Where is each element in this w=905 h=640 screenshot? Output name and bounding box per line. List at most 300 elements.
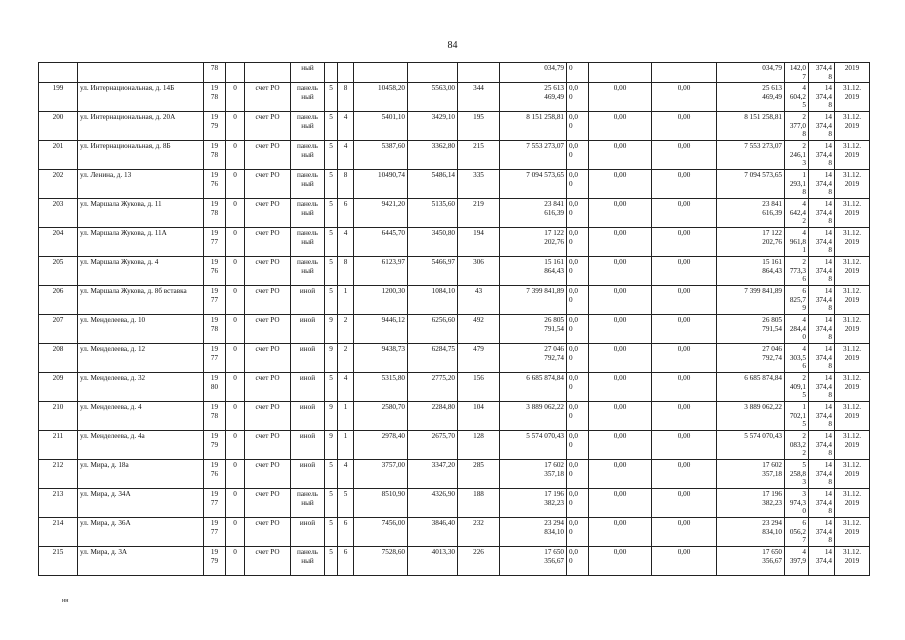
table-row bbox=[39, 373, 870, 402]
cell-f3: 0,00 bbox=[652, 460, 717, 489]
cell-limit: 374,4 8 bbox=[809, 63, 835, 83]
cell-cost: 23 294 834,10 bbox=[500, 518, 567, 547]
cell-residents: 195 bbox=[458, 112, 500, 141]
cell-f2: 0,00 bbox=[589, 257, 652, 286]
cell-f3: 0,00 bbox=[652, 518, 717, 547]
cell-wall: иной bbox=[291, 286, 325, 315]
cell-address: ул. Менделеева, д. 32 bbox=[78, 373, 204, 402]
cell-floors-under: 0 bbox=[226, 286, 245, 315]
cell-f2: 0,00 bbox=[589, 228, 652, 257]
cell-floors: 9 bbox=[325, 315, 338, 344]
cell-floors-under: 0 bbox=[226, 373, 245, 402]
cell-address: ул. Маршала Жукова, д. 11 bbox=[78, 199, 204, 228]
cell-per-sqm: 2 409,1 5 bbox=[785, 373, 809, 402]
cell-f1: 0,0 0 bbox=[567, 83, 589, 112]
table-row bbox=[39, 431, 870, 460]
cell-entrances: 5 bbox=[338, 489, 354, 518]
cell-per-sqm: 2 377,0 8 bbox=[785, 112, 809, 141]
cell-f2: 0,00 bbox=[589, 518, 652, 547]
cell-floors: 5 bbox=[325, 257, 338, 286]
cell-year: 19 79 bbox=[204, 112, 226, 141]
cell-floors-under: 0 bbox=[226, 489, 245, 518]
cell-floors: 9 bbox=[325, 402, 338, 431]
cell-total: 17 122 202,76 bbox=[717, 228, 785, 257]
cell-wall: панель ный bbox=[291, 83, 325, 112]
cell-area-living bbox=[408, 63, 458, 83]
cell-no: 202 bbox=[39, 170, 78, 199]
cell-date: 31.12. 2019 bbox=[835, 547, 870, 576]
cell-fund: счет РО bbox=[245, 199, 291, 228]
cell-total: 3 889 062,22 bbox=[717, 402, 785, 431]
cell-limit: 14 374,4 8 bbox=[809, 170, 835, 199]
cell-floors-under: 0 bbox=[226, 257, 245, 286]
cell-entrances: 2 bbox=[338, 344, 354, 373]
cell-address: ул. Маршала Жукова, д. 11А bbox=[78, 228, 204, 257]
cell-total: 7 553 273,07 bbox=[717, 141, 785, 170]
cell-wall: иной bbox=[291, 431, 325, 460]
cell-area-living: 2284,80 bbox=[408, 402, 458, 431]
cell-f1: 0,0 0 bbox=[567, 286, 589, 315]
cell-total: 17 196 382,23 bbox=[717, 489, 785, 518]
cell-f2: 0,00 bbox=[589, 460, 652, 489]
cell-year: 19 78 bbox=[204, 83, 226, 112]
cell-wall: иной bbox=[291, 373, 325, 402]
cell-area-living: 6256,60 bbox=[408, 315, 458, 344]
cell-total: 034,79 bbox=[717, 63, 785, 83]
cell-area-total: 1200,30 bbox=[354, 286, 408, 315]
cell-area-living: 2675,70 bbox=[408, 431, 458, 460]
cell-fund: счет РО bbox=[245, 170, 291, 199]
cell-address: ул. Менделеева, д. 10 bbox=[78, 315, 204, 344]
cell-area-total bbox=[354, 63, 408, 83]
cell-floors-under: 0 bbox=[226, 402, 245, 431]
cell-per-sqm: 6 056,2 7 bbox=[785, 518, 809, 547]
cell-per-sqm: 2 083,2 2 bbox=[785, 431, 809, 460]
cell-f2: 0,00 bbox=[589, 344, 652, 373]
cell-area-living: 3362,80 bbox=[408, 141, 458, 170]
cell-floors: 5 bbox=[325, 373, 338, 402]
cell-fund: счет РО bbox=[245, 489, 291, 518]
cell-date: 31.12. 2019 bbox=[835, 228, 870, 257]
cell-per-sqm: 142,0 7 bbox=[785, 63, 809, 83]
cell-floors: 5 bbox=[325, 199, 338, 228]
cell-no: 208 bbox=[39, 344, 78, 373]
cell-f3: 0,00 bbox=[652, 489, 717, 518]
cell-cost: 6 685 874,84 bbox=[500, 373, 567, 402]
cell-entrances: 4 bbox=[338, 373, 354, 402]
cell-floors-under: 0 bbox=[226, 170, 245, 199]
cell-date: 31.12. 2019 bbox=[835, 344, 870, 373]
cell-area-total: 6123,97 bbox=[354, 257, 408, 286]
cell-date: 31.12. 2019 bbox=[835, 373, 870, 402]
cell-f3: 0,00 bbox=[652, 112, 717, 141]
cell-entrances: 4 bbox=[338, 228, 354, 257]
footer-note: нн bbox=[62, 598, 69, 604]
cell-f3: 0,00 bbox=[652, 199, 717, 228]
cell-total: 26 805 791,54 bbox=[717, 315, 785, 344]
cell-f3: 0,00 bbox=[652, 257, 717, 286]
cell-floors: 5 bbox=[325, 112, 338, 141]
cell-total: 8 151 258,81 bbox=[717, 112, 785, 141]
cell-per-sqm: 4 604,2 5 bbox=[785, 83, 809, 112]
cell-entrances: 8 bbox=[338, 170, 354, 199]
cell-per-sqm: 2 246,1 3 bbox=[785, 141, 809, 170]
cell-area-total: 7528,60 bbox=[354, 547, 408, 576]
cell-per-sqm: 4 642,4 2 bbox=[785, 199, 809, 228]
cell-area-total: 9421,20 bbox=[354, 199, 408, 228]
cell-f1: 0,0 0 bbox=[567, 518, 589, 547]
cell-f2: 0,00 bbox=[589, 170, 652, 199]
cell-year: 19 77 bbox=[204, 344, 226, 373]
cell-f1: 0,0 0 bbox=[567, 460, 589, 489]
cell-no: 214 bbox=[39, 518, 78, 547]
table-row bbox=[39, 489, 870, 518]
cell-f1: 0,0 0 bbox=[567, 112, 589, 141]
cell-per-sqm: 4 961,8 1 bbox=[785, 228, 809, 257]
cell-fund: счет РО bbox=[245, 112, 291, 141]
cell-f1: 0,0 0 bbox=[567, 199, 589, 228]
cell-floors: 5 bbox=[325, 518, 338, 547]
cell-residents: 43 bbox=[458, 286, 500, 315]
cell-residents: 285 bbox=[458, 460, 500, 489]
cell-area-total: 2978,40 bbox=[354, 431, 408, 460]
cell-f2: 0,00 bbox=[589, 141, 652, 170]
cell-area-living: 5486,14 bbox=[408, 170, 458, 199]
cell-no: 210 bbox=[39, 402, 78, 431]
cell-date: 31.12. 2019 bbox=[835, 112, 870, 141]
table-row bbox=[39, 228, 870, 257]
cell-date: 31.12. 2019 bbox=[835, 83, 870, 112]
cell-area-living: 3347,20 bbox=[408, 460, 458, 489]
cell-floors-under: 0 bbox=[226, 518, 245, 547]
cell-date: 31.12. 2019 bbox=[835, 257, 870, 286]
cell-date: 31.12. 2019 bbox=[835, 170, 870, 199]
cell-year: 19 77 bbox=[204, 228, 226, 257]
cell-entrances: 4 bbox=[338, 460, 354, 489]
cell-f2: 0,00 bbox=[589, 402, 652, 431]
cell-area-living: 5135,60 bbox=[408, 199, 458, 228]
cell-cost: 15 161 864,43 bbox=[500, 257, 567, 286]
cell-f2: 0,00 bbox=[589, 547, 652, 576]
cell-no: 215 bbox=[39, 547, 78, 576]
cell-date: 31.12. 2019 bbox=[835, 489, 870, 518]
cell-f3: 0,00 bbox=[652, 170, 717, 199]
cell-floors-under: 0 bbox=[226, 431, 245, 460]
cell-fund: счет РО bbox=[245, 344, 291, 373]
cell-no: 204 bbox=[39, 228, 78, 257]
cell-no: 206 bbox=[39, 286, 78, 315]
cell-area-total: 9446,12 bbox=[354, 315, 408, 344]
table-row bbox=[39, 286, 870, 315]
cell-f1: 0 bbox=[567, 63, 589, 83]
cell-residents: 232 bbox=[458, 518, 500, 547]
cell-fund: счет РО bbox=[245, 373, 291, 402]
cell-cost: 27 046 792,74 bbox=[500, 344, 567, 373]
cell-date: 2019 bbox=[835, 63, 870, 83]
cell-address: ул. Маршала Жукова, д. 8б вставка bbox=[78, 286, 204, 315]
cell-year: 19 79 bbox=[204, 431, 226, 460]
cell-floors: 5 bbox=[325, 228, 338, 257]
cell-fund: счет РО bbox=[245, 315, 291, 344]
cell-year: 19 78 bbox=[204, 199, 226, 228]
cell-f3: 0,00 bbox=[652, 431, 717, 460]
page-number: 84 bbox=[447, 40, 458, 51]
cell-no: 212 bbox=[39, 460, 78, 489]
cell-f2 bbox=[589, 63, 652, 83]
cell-limit: 14 374,4 bbox=[809, 547, 835, 576]
cell-f3: 0,00 bbox=[652, 402, 717, 431]
cell-cost: 8 151 258,81 bbox=[500, 112, 567, 141]
cell-no: 209 bbox=[39, 373, 78, 402]
cell-address: ул. Интернациональная, д. 20А bbox=[78, 112, 204, 141]
cell-entrances: 1 bbox=[338, 286, 354, 315]
cell-f1: 0,0 0 bbox=[567, 431, 589, 460]
cell-wall: панель ный bbox=[291, 547, 325, 576]
cell-area-living: 5466,97 bbox=[408, 257, 458, 286]
cell-f3: 0,00 bbox=[652, 83, 717, 112]
cell-date: 31.12. 2019 bbox=[835, 402, 870, 431]
cell-fund bbox=[245, 63, 291, 83]
table-row bbox=[39, 402, 870, 431]
cell-wall: ный bbox=[291, 63, 325, 83]
cell-f1: 0,0 0 bbox=[567, 489, 589, 518]
cell-fund: счет РО bbox=[245, 547, 291, 576]
cell-area-total: 10458,20 bbox=[354, 83, 408, 112]
cell-no bbox=[39, 63, 78, 83]
cell-limit: 14 374,4 8 bbox=[809, 518, 835, 547]
cell-entrances: 4 bbox=[338, 141, 354, 170]
cell-area-living: 4326,90 bbox=[408, 489, 458, 518]
cell-floors-under: 0 bbox=[226, 547, 245, 576]
cell-no: 207 bbox=[39, 315, 78, 344]
cell-year: 19 77 bbox=[204, 518, 226, 547]
cell-f1: 0,0 0 bbox=[567, 402, 589, 431]
cell-f2: 0,00 bbox=[589, 489, 652, 518]
cell-address: ул. Мира, д. 3А bbox=[78, 547, 204, 576]
cell-address: ул. Интернациональная, д. 8Б bbox=[78, 141, 204, 170]
cell-cost: 17 122 202,76 bbox=[500, 228, 567, 257]
cell-fund: счет РО bbox=[245, 518, 291, 547]
cell-wall: панель ный bbox=[291, 257, 325, 286]
cell-date: 31.12. 2019 bbox=[835, 286, 870, 315]
cell-per-sqm: 5 258,8 3 bbox=[785, 460, 809, 489]
cell-residents: 479 bbox=[458, 344, 500, 373]
cell-year: 19 79 bbox=[204, 547, 226, 576]
cell-limit: 14 374,4 8 bbox=[809, 112, 835, 141]
cell-wall: иной bbox=[291, 344, 325, 373]
cell-no: 200 bbox=[39, 112, 78, 141]
cell-wall: иной bbox=[291, 518, 325, 547]
cell-f2: 0,00 bbox=[589, 373, 652, 402]
cell-cost: 034,79 bbox=[500, 63, 567, 83]
cell-entrances: 6 bbox=[338, 199, 354, 228]
cell-residents: 128 bbox=[458, 431, 500, 460]
cell-cost: 17 602 357,18 bbox=[500, 460, 567, 489]
cell-residents: 335 bbox=[458, 170, 500, 199]
table-row bbox=[39, 344, 870, 373]
cell-year: 19 78 bbox=[204, 141, 226, 170]
cell-address: ул. Маршала Жукова, д. 4 bbox=[78, 257, 204, 286]
cell-no: 201 bbox=[39, 141, 78, 170]
cell-date: 31.12. 2019 bbox=[835, 315, 870, 344]
cell-date: 31.12. 2019 bbox=[835, 199, 870, 228]
table-row bbox=[39, 518, 870, 547]
cell-f3: 0,00 bbox=[652, 344, 717, 373]
cell-date: 31.12. 2019 bbox=[835, 141, 870, 170]
cell-per-sqm: 6 825,7 9 bbox=[785, 286, 809, 315]
cell-limit: 14 374,4 8 bbox=[809, 344, 835, 373]
cell-total: 17 650 356,67 bbox=[717, 547, 785, 576]
cell-per-sqm: 4 397,9 bbox=[785, 547, 809, 576]
cell-area-living: 5563,00 bbox=[408, 83, 458, 112]
cell-floors: 5 bbox=[325, 286, 338, 315]
cell-per-sqm: 3 974,3 0 bbox=[785, 489, 809, 518]
cell-residents: 188 bbox=[458, 489, 500, 518]
cell-f1: 0,0 0 bbox=[567, 257, 589, 286]
table-row bbox=[39, 141, 870, 170]
cell-floors: 5 bbox=[325, 170, 338, 199]
housing-register-table bbox=[38, 62, 870, 576]
cell-total: 6 685 874,84 bbox=[717, 373, 785, 402]
cell-f2: 0,00 bbox=[589, 83, 652, 112]
cell-f3: 0,00 bbox=[652, 315, 717, 344]
table-row bbox=[39, 547, 870, 576]
cell-area-total: 6445,70 bbox=[354, 228, 408, 257]
cell-total: 27 046 792,74 bbox=[717, 344, 785, 373]
cell-year: 19 77 bbox=[204, 489, 226, 518]
cell-no: 199 bbox=[39, 83, 78, 112]
cell-area-total: 5401,10 bbox=[354, 112, 408, 141]
cell-f3: 0,00 bbox=[652, 228, 717, 257]
cell-entrances: 8 bbox=[338, 257, 354, 286]
cell-cost: 23 841 616,39 bbox=[500, 199, 567, 228]
cell-per-sqm: 2 773,3 6 bbox=[785, 257, 809, 286]
cell-fund: счет РО bbox=[245, 431, 291, 460]
cell-year: 19 78 bbox=[204, 315, 226, 344]
cell-entrances: 1 bbox=[338, 402, 354, 431]
cell-fund: счет РО bbox=[245, 83, 291, 112]
cell-residents: 219 bbox=[458, 199, 500, 228]
cell-residents: 156 bbox=[458, 373, 500, 402]
cell-f2: 0,00 bbox=[589, 431, 652, 460]
table-row bbox=[39, 83, 870, 112]
cell-area-living: 3429,10 bbox=[408, 112, 458, 141]
cell-address bbox=[78, 63, 204, 83]
cell-cost: 7 094 573,65 bbox=[500, 170, 567, 199]
cell-floors-under: 0 bbox=[226, 344, 245, 373]
cell-area-total: 5387,60 bbox=[354, 141, 408, 170]
cell-area-living: 4013,30 bbox=[408, 547, 458, 576]
cell-residents: 104 bbox=[458, 402, 500, 431]
cell-f1: 0,0 0 bbox=[567, 547, 589, 576]
cell-year: 19 77 bbox=[204, 286, 226, 315]
cell-total: 23 294 834,10 bbox=[717, 518, 785, 547]
cell-no: 213 bbox=[39, 489, 78, 518]
cell-f1: 0,0 0 bbox=[567, 344, 589, 373]
cell-floors: 5 bbox=[325, 83, 338, 112]
cell-floors-under: 0 bbox=[226, 112, 245, 141]
cell-entrances: 4 bbox=[338, 112, 354, 141]
cell-total: 7 399 841,89 bbox=[717, 286, 785, 315]
cell-per-sqm: 4 303,5 6 bbox=[785, 344, 809, 373]
cell-floors: 9 bbox=[325, 344, 338, 373]
cell-area-living: 6284,75 bbox=[408, 344, 458, 373]
cell-fund: счет РО bbox=[245, 460, 291, 489]
cell-date: 31.12. 2019 bbox=[835, 460, 870, 489]
cell-floors-under bbox=[226, 63, 245, 83]
cell-limit: 14 374,4 8 bbox=[809, 431, 835, 460]
cell-area-living: 2775,20 bbox=[408, 373, 458, 402]
cell-f3: 0,00 bbox=[652, 373, 717, 402]
cell-wall: панель ный bbox=[291, 141, 325, 170]
cell-f1: 0,0 0 bbox=[567, 141, 589, 170]
cell-residents: 215 bbox=[458, 141, 500, 170]
cell-limit: 14 374,4 8 bbox=[809, 315, 835, 344]
cell-floors-under: 0 bbox=[226, 199, 245, 228]
cell-entrances: 2 bbox=[338, 315, 354, 344]
table-row bbox=[39, 257, 870, 286]
cell-f1: 0,0 0 bbox=[567, 373, 589, 402]
table-row bbox=[39, 112, 870, 141]
cell-year: 19 76 bbox=[204, 460, 226, 489]
cell-area-living: 3450,80 bbox=[408, 228, 458, 257]
cell-f2: 0,00 bbox=[589, 315, 652, 344]
cell-fund: счет РО bbox=[245, 257, 291, 286]
cell-year: 19 80 bbox=[204, 373, 226, 402]
cell-wall: панель ный bbox=[291, 199, 325, 228]
cell-entrances: 1 bbox=[338, 431, 354, 460]
cell-f3: 0,00 bbox=[652, 286, 717, 315]
cell-address: ул. Менделеева, д. 4 bbox=[78, 402, 204, 431]
cell-floors-under: 0 bbox=[226, 83, 245, 112]
cell-f2: 0,00 bbox=[589, 199, 652, 228]
cell-area-living: 1084,10 bbox=[408, 286, 458, 315]
cell-area-total: 9438,73 bbox=[354, 344, 408, 373]
cell-year: 78 bbox=[204, 63, 226, 83]
cell-floors-under: 0 bbox=[226, 460, 245, 489]
cell-f1: 0,0 0 bbox=[567, 228, 589, 257]
cell-total: 23 841 616,39 bbox=[717, 199, 785, 228]
cell-no: 203 bbox=[39, 199, 78, 228]
cell-no: 211 bbox=[39, 431, 78, 460]
cell-address: ул. Мира, д. 36А bbox=[78, 518, 204, 547]
cell-date: 31.12. 2019 bbox=[835, 518, 870, 547]
cell-residents: 344 bbox=[458, 83, 500, 112]
cell-wall: иной bbox=[291, 402, 325, 431]
cell-residents: 226 bbox=[458, 547, 500, 576]
cell-address: ул. Менделеева, д. 4а bbox=[78, 431, 204, 460]
cell-entrances bbox=[338, 63, 354, 83]
cell-floors: 5 bbox=[325, 489, 338, 518]
cell-entrances: 6 bbox=[338, 518, 354, 547]
cell-cost: 26 805 791,54 bbox=[500, 315, 567, 344]
cell-area-total: 7456,00 bbox=[354, 518, 408, 547]
cell-area-living: 3846,40 bbox=[408, 518, 458, 547]
continued-row bbox=[39, 63, 870, 83]
cell-per-sqm: 1 293,1 8 bbox=[785, 170, 809, 199]
cell-area-total: 3757,00 bbox=[354, 460, 408, 489]
cell-per-sqm: 4 284,4 0 bbox=[785, 315, 809, 344]
cell-f3: 0,00 bbox=[652, 141, 717, 170]
cell-year: 19 76 bbox=[204, 170, 226, 199]
cell-wall: панель ный bbox=[291, 228, 325, 257]
cell-limit: 14 374,4 8 bbox=[809, 141, 835, 170]
cell-year: 19 76 bbox=[204, 257, 226, 286]
cell-wall: панель ный bbox=[291, 170, 325, 199]
cell-address: ул. Ленина, д. 13 bbox=[78, 170, 204, 199]
cell-limit: 14 374,4 8 bbox=[809, 83, 835, 112]
cell-f2: 0,00 bbox=[589, 286, 652, 315]
